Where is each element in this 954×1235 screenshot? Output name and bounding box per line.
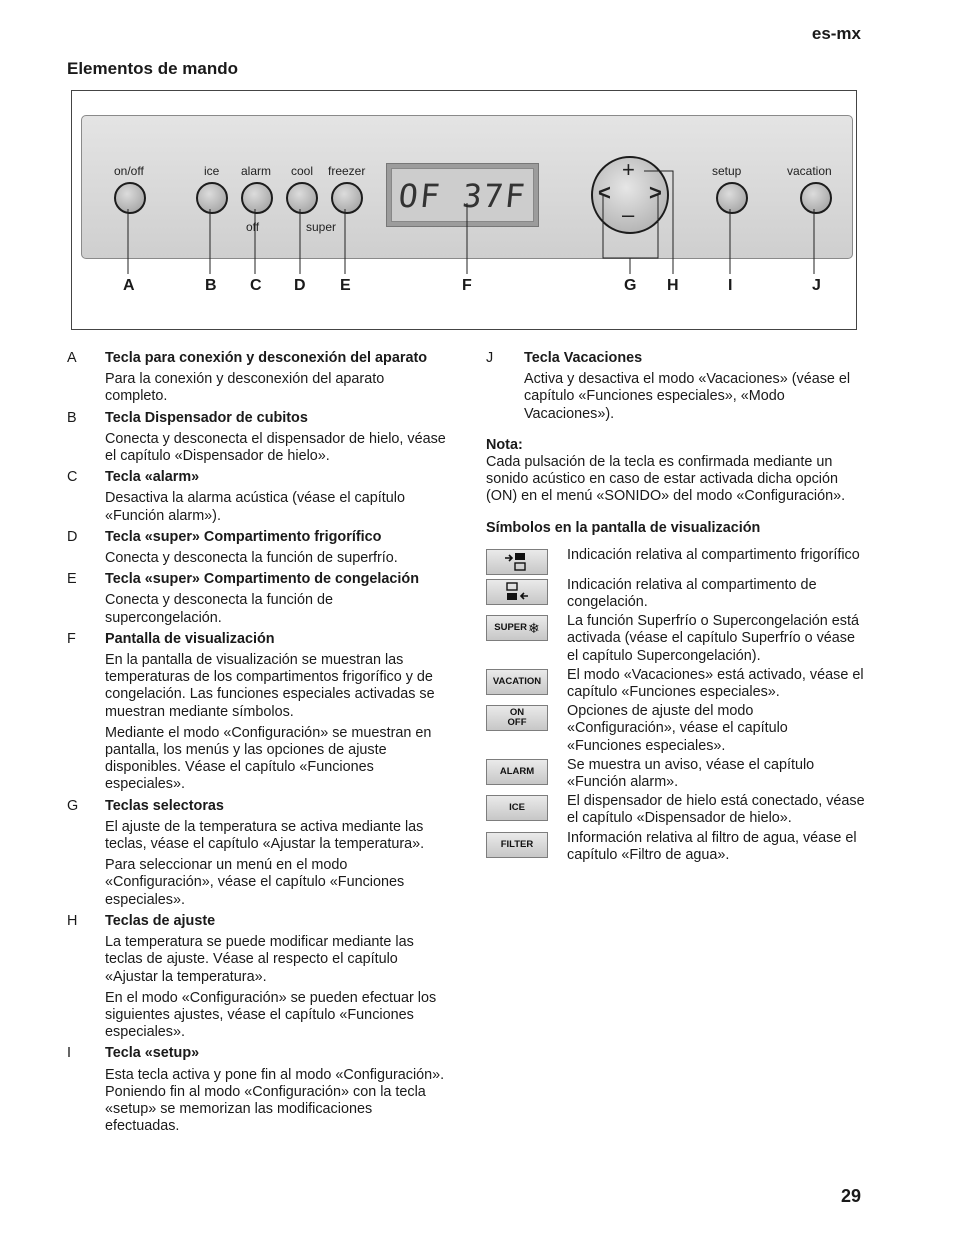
- item-letter: E: [67, 571, 77, 588]
- item-title: Tecla para conexión y desconexión del aparato: [105, 350, 428, 366]
- language-code: es-mx: [811, 24, 861, 43]
- cool-label: cool: [291, 164, 314, 178]
- item-b: [67, 410, 447, 466]
- freezer-compartment-icon: [486, 579, 548, 605]
- item-title: Tecla Dispensador de cubitos: [105, 409, 308, 426]
- symbol-text: Indicación relativa al compartimento frigorífico: [567, 546, 860, 563]
- vacation-icon-label: VACATION: [492, 675, 542, 687]
- symbol-row: [486, 830, 866, 864]
- chevron-right-icon[interactable]: >: [649, 180, 662, 205]
- symbol-row: [486, 757, 866, 791]
- item-text: El ajuste de la temperatura se activa mediante las teclas, véase el capítulo «Ajustar la temperatura».: [105, 818, 425, 853]
- item-text: Conecta y desconecta la función de supercongelación.: [105, 592, 334, 626]
- super-icon-label: SUPER: [494, 622, 527, 634]
- item-f: [67, 631, 447, 794]
- alarm-label: alarm: [241, 164, 272, 178]
- freezer-label: freezer: [328, 164, 366, 178]
- item-c: [67, 469, 447, 525]
- symbol-row: [486, 703, 866, 755]
- item-letter: D: [67, 528, 78, 545]
- plus-icon[interactable]: +: [622, 157, 635, 182]
- symbol-text: Opciones de ajuste del modo «Configuración», véase el capítulo «Funciones especiales».: [567, 703, 788, 754]
- onoff-label: on/off: [114, 164, 144, 178]
- item-text: Para la conexión y desconexión del aparato completo.: [105, 371, 385, 405]
- item-text: En el modo «Configuración» se pueden efectuar los siguientes ajustes, véase el capítulo «Funciones especiales».: [105, 989, 437, 1041]
- callout-e: E: [340, 277, 351, 294]
- item-e: [67, 571, 447, 627]
- item-text: Desactiva la alarma acústica (véase el capítulo «Función alarm»).: [105, 490, 405, 524]
- display-readout: OF 37F: [396, 177, 529, 215]
- item-letter: B: [67, 409, 77, 426]
- item-i: [67, 1045, 447, 1135]
- item-text: Conecta y desconecta el dispensador de hielo, véase el capítulo «Dispensador de hielo».: [105, 430, 446, 465]
- item-a: [67, 350, 447, 406]
- ice-icon: [486, 795, 548, 821]
- item-text: En la pantalla de visualización se muestran las temperaturas de los compartimentos frigorífico y de congelación. Las funciones especiales activadas se muestran mediante símbolos.: [105, 652, 435, 720]
- note-title: Nota:: [486, 436, 523, 453]
- setup-label: setup: [712, 164, 742, 178]
- symbol-text: El modo «Vacaciones» está activado, véase el capítulo «Funciones especiales».: [567, 666, 864, 701]
- alarm-icon-label: ALARM: [499, 765, 535, 777]
- item-title: Teclas selectoras: [105, 797, 224, 814]
- item-text: La temperatura se puede modificar mediante las teclas de ajuste. Véase al respecto el capítulo «Ajustar la temperatura».: [105, 934, 414, 985]
- callout-c: C: [250, 277, 262, 294]
- symbol-row: [486, 793, 866, 827]
- symbol-row: [486, 547, 866, 575]
- symbol-text: Se muestra un aviso, véase el capítulo «Función alarm».: [567, 756, 815, 791]
- symbol-row: [486, 667, 866, 701]
- item-text: Esta tecla activa y pone fin al modo «Configuración». Poniendo fin al modo «Configuración» con la tecla «setup» se memorizan las modificaciones efectuadas.: [105, 1066, 445, 1135]
- symbol-text: Indicación relativa al compartimento de congelación.: [567, 576, 817, 611]
- item-title: Tecla «alarm»: [105, 469, 200, 486]
- callout-g: G: [624, 277, 637, 294]
- page-number: 29: [840, 1186, 861, 1206]
- symbol-text: Información relativa al filtro de agua, véase el capítulo «Filtro de agua».: [567, 829, 857, 863]
- ice-label: ice: [204, 164, 220, 178]
- item-d: [67, 529, 447, 567]
- item-text: Mediante el modo «Configuración» se muestran en pantalla, los menús y las opciones de ajuste disponibles. Véase el capítulo «Funciones especiales».: [105, 724, 432, 793]
- item-letter: F: [67, 630, 76, 647]
- item-text: Activa y desactiva el modo «Vacaciones» (véase el capítulo «Funciones especiales», «Modo Vacaciones»).: [524, 371, 851, 422]
- alarm-off-label: off: [246, 220, 260, 234]
- filter-icon-label: FILTER: [500, 838, 534, 850]
- item-letter: I: [67, 1045, 71, 1062]
- super-label: super: [306, 220, 337, 234]
- callout-d: D: [294, 277, 306, 294]
- callout-i: I: [728, 277, 733, 294]
- item-letter: A: [67, 350, 77, 366]
- section-title: Elementos de mando: [67, 59, 238, 78]
- symbol-row: [486, 613, 866, 665]
- item-title: Tecla «super» Compartimento de congelación: [105, 571, 420, 588]
- alarm-icon: [486, 759, 548, 785]
- callout-a: A: [123, 277, 135, 294]
- callout-f: F: [462, 277, 472, 294]
- vacation-label: vacation: [787, 164, 832, 178]
- super-icon: [486, 615, 548, 641]
- on-off-icon-label: ON OFF: [507, 707, 527, 729]
- item-title: Tecla «super» Compartimento frigorífico: [105, 528, 382, 545]
- item-letter: G: [67, 797, 79, 814]
- symbol-row: [486, 577, 866, 611]
- item-title: Tecla «setup»: [105, 1045, 200, 1062]
- right-column: [486, 350, 866, 866]
- minus-icon[interactable]: –: [622, 202, 635, 227]
- item-j: [486, 350, 866, 423]
- item-title: Pantalla de visualización: [105, 630, 275, 647]
- vacation-icon: [486, 669, 548, 695]
- chevron-left-icon[interactable]: <: [598, 180, 611, 205]
- on-off-icon: [486, 705, 548, 731]
- item-title: Teclas de ajuste: [105, 912, 216, 929]
- symbol-text: La función Superfrío o Supercongelación está activada (véase el capítulo Superfrío o véase el capítulo Supercongelación).: [567, 613, 860, 664]
- symbol-text: El dispensador de hielo está conectado, véase el capítulo «Dispensador de hielo».: [567, 793, 865, 827]
- item-h: [67, 913, 447, 1041]
- item-letter: J: [486, 350, 494, 366]
- callout-b: B: [205, 277, 217, 294]
- item-letter: H: [67, 912, 78, 929]
- callout-j: J: [812, 277, 821, 294]
- symbols-title: Símbolos en la pantalla de visualización: [486, 519, 761, 536]
- item-text: Para seleccionar un menú en el modo «Configuración», véase el capítulo «Funciones especiales».: [105, 857, 405, 908]
- callout-h: H: [667, 277, 679, 294]
- ice-icon-label: ICE: [509, 802, 525, 814]
- item-title: Tecla Vacaciones: [524, 350, 643, 366]
- controls-description-list: [67, 350, 447, 1139]
- control-panel-figure: [71, 90, 857, 330]
- filter-icon: [486, 832, 548, 858]
- item-text: Conecta y desconecta la función de superfrío.: [105, 550, 398, 567]
- item-g: [67, 798, 447, 909]
- fridge-compartment-icon: [486, 549, 548, 575]
- note-text: Cada pulsación de la tecla es confirmada mediante un sonido acústico en caso de estar activada dicha opción (ON) en el menú «SONIDO» del modo «Configuración».: [486, 454, 846, 505]
- item-letter: C: [67, 469, 78, 486]
- snowflake-icon: ❄: [528, 620, 540, 637]
